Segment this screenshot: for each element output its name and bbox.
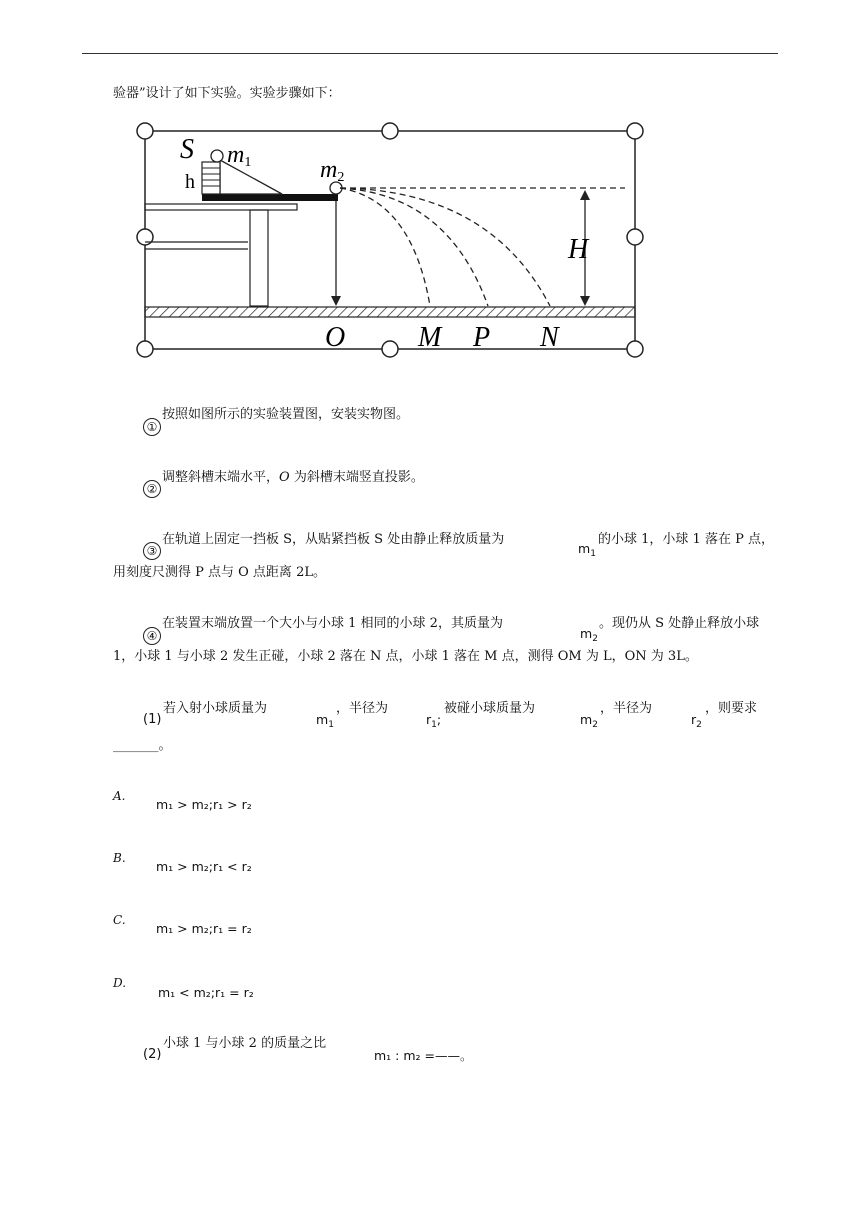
q2-marker: (2) [143,1047,162,1062]
label-P: P [473,322,491,353]
step-2-marker: ② [143,480,161,498]
q2-text: 小球 1 与小球 2 的质量之比 [163,1036,327,1051]
step-3-text-b: 的小球 1，小球 1 落在 P 点， [598,532,774,547]
option-d[interactable]: m₁ < m₂;r₁ = r₂ [158,985,254,1000]
step-3-mass: $m_1$ [578,541,596,559]
q1-r2: $r_2$ [691,712,702,730]
step-4-mass: $m_2$ [580,626,598,644]
q1-m1: $m_1$ [316,712,334,730]
experiment-diagram [130,118,650,363]
option-d-letter: D. [113,976,127,990]
q1-text-3: 被碰小球质量为 [444,701,536,716]
q1-text-1: 若入射小球质量为 [163,701,268,716]
option-a-letter: A. [113,789,126,803]
label-H: H [568,234,589,265]
q1-r1: $r_1$; [426,712,442,730]
q1-marker: (1) [143,712,162,727]
label-m1: m1 [227,142,252,170]
step-3-marker: ③ [143,542,161,560]
label-S: S [180,134,194,165]
option-a[interactable]: m₁ > m₂;r₁ > r₂ [156,797,252,812]
label-N: N [540,322,559,353]
step-4-text-c: 1，小球 1 与小球 2 发生正碰，小球 2 落在 N 点，小球 1 落在 M 点，测得 OM 为 L，ON 为 3L。 [113,649,698,664]
step-1-text: 按照如图所示的实验装置图，安装实物图。 [162,407,410,422]
q1-answer-blank[interactable]: _______。 [113,738,172,753]
option-b[interactable]: m₁ > m₂;r₁ < r₂ [156,859,252,874]
step-3-text-c: 用刻度尺测得 P 点与 O 点距离 2L。 [113,565,326,580]
header-rule [82,53,778,54]
step-4-text-a: 在装置末端放置一个大小与小球 1 相同的小球 2，其质量为 [162,616,503,631]
label-O: O [325,322,346,353]
step-2-text: 调整斜槽末端水平，O 为斜槽末端竖直投影。 [162,470,424,485]
q1-text-5: ，则要求 [705,701,758,716]
q1-text-4: ，半径为 [600,701,653,716]
step-3-text-a: 在轨道上固定一挡板 S，从贴紧挡板 S 处由静止释放质量为 [162,532,505,547]
label-m2: m2 [320,157,345,185]
label-h: h [185,171,195,193]
q2-expression[interactable]: m₁ : m₂ =——。 [374,1048,473,1063]
step-4-text-b: 。现仍从 S 处静止释放小球 [599,616,760,631]
option-b-letter: B. [113,851,126,865]
step-1-marker: ① [143,418,161,436]
option-c[interactable]: m₁ > m₂;r₁ = r₂ [156,921,252,936]
q1-m2: $m_2$ [580,712,598,730]
intro-text: 验器”设计了如下实验。实验步骤如下： [113,86,341,101]
option-c-letter: C. [113,913,126,927]
step-4-marker: ④ [143,627,161,645]
q1-text-2: ，半径为 [336,701,389,716]
label-M: M [418,322,442,353]
